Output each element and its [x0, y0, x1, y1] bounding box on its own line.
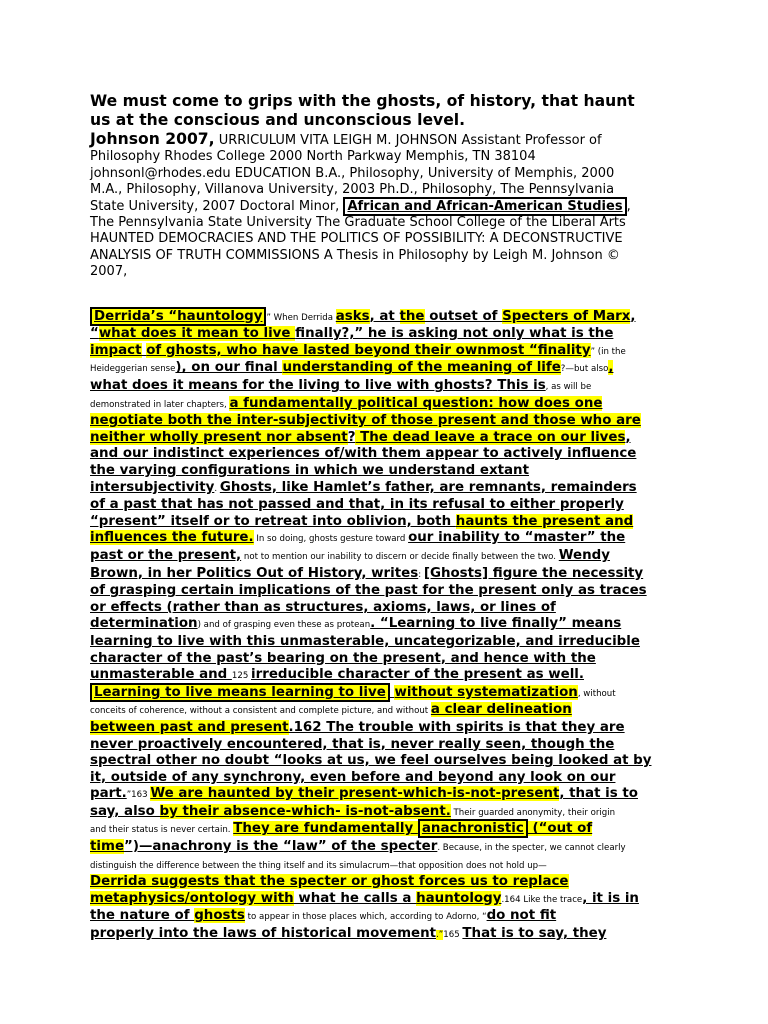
- highlighted-text: asks: [335, 308, 370, 324]
- underlined-text: spectral other no doubt “looks at us, we feel ourselves being looked at by: [90, 753, 652, 769]
- body-line: [90, 908, 690, 926]
- small-text: conceits of coherence, without a consistent and complete picture, and without: [90, 706, 431, 717]
- underlined-text: do not fit: [486, 908, 557, 924]
- highlighted-text: hauntology: [416, 890, 502, 906]
- body-line: [90, 891, 690, 909]
- body-line: [90, 446, 690, 463]
- highlighted-text: by their absence-which- is-not-absent.: [159, 803, 451, 819]
- highlighted-text: a clear delineation: [430, 702, 572, 718]
- small-text: demonstrated in later chapters,: [90, 399, 230, 410]
- cite-text: johnsonl@rhodes.edu EDUCATION B.A., Philosophy, University of Memphis, 2000: [90, 165, 615, 181]
- highlighted-text: Learning to live means learning to live: [90, 683, 390, 702]
- highlighted-text: The dead leave a trace on our lives: [355, 429, 626, 445]
- underlined-text: , it is in: [582, 890, 639, 906]
- body-line: [90, 770, 690, 787]
- underlined-text: the varying configurations in which we understand extant: [90, 463, 529, 478]
- underlined-text: what does it means for the living to live with ghosts?: [90, 378, 493, 394]
- underlined-text: .162 The trouble with spirits is that they are: [288, 719, 625, 735]
- body-line: [90, 634, 690, 651]
- highlighted-text: Derrida suggests that the specter or ghost forces us to replace: [90, 874, 569, 890]
- small-text: distinguish the difference between the thing itself and its simulacrum—that opposition does not hold up—: [90, 860, 547, 871]
- body-line: [90, 874, 690, 891]
- small-text: , without: [577, 688, 616, 699]
- body-line: [90, 651, 690, 668]
- highlighted-text: (“out of: [527, 821, 593, 837]
- underlined-text: intersubjectivity: [90, 479, 215, 495]
- highlighted-text: a fundamentally political question: how does one: [229, 395, 603, 411]
- highlighted-text: They are fundamentally: [233, 821, 418, 837]
- underlined-text: Wendy: [558, 547, 610, 563]
- underlined-text: . “Learning to live finally” means: [370, 616, 622, 632]
- underlined-text: irreducible character of the present as well.: [251, 667, 584, 683]
- body-line: [90, 583, 690, 600]
- body-line: [90, 396, 690, 414]
- highlighted-text: influences the future.: [90, 530, 254, 546]
- cite-text: HAUNTED DEMOCRACIES AND THE POLITICS OF POSSIBILITY: A DECONSTRUCTIVE: [90, 231, 623, 247]
- underlined-text: Brown, in her Politics Out of History, writes: [90, 565, 419, 581]
- underlined-text: , that is to: [559, 786, 638, 802]
- highlighted-text: We are haunted by their present-which-is-not-present: [150, 786, 560, 802]
- small-text: ” When Derrida: [266, 312, 336, 323]
- underlined-text: unmasterable and: [90, 667, 232, 683]
- highlighted-text: between past and present: [90, 719, 289, 735]
- underlined-text: ,: [625, 429, 631, 445]
- underlined-text: our inability to “master” the: [408, 530, 626, 546]
- small-text: not to mention our inability to discern or decide finally between the two.: [241, 551, 559, 562]
- small-text: to appear in those places which, according to Adorno, “: [244, 912, 487, 923]
- body-line: [90, 685, 690, 703]
- underlined-text: it, outside of any synchrony, even before and beyond any look on our: [90, 769, 616, 785]
- small-text: ”163: [126, 790, 151, 801]
- body-line: [90, 821, 690, 839]
- body-line: [90, 720, 690, 737]
- body-line: [90, 926, 690, 944]
- body-line: [90, 463, 690, 480]
- underlined-text: the nature of: [90, 908, 195, 924]
- cite-text: 2007,: [90, 264, 128, 280]
- body-line: [90, 857, 690, 875]
- body-line: [90, 360, 690, 378]
- body-line: [90, 786, 690, 804]
- highlighted-text: haunts the present and: [455, 513, 634, 529]
- underlined-text: of a past that has not passed and that, in its refusal to either properly: [90, 497, 624, 513]
- highlighted-text: without systematization: [394, 684, 578, 700]
- body-line: [90, 737, 690, 754]
- small-text: .”: [436, 930, 444, 941]
- underlined-text: “present” itself or to retreat into oblivion, both: [90, 513, 456, 529]
- underlined-text: This is: [497, 378, 546, 394]
- body-line: [90, 804, 690, 822]
- body-line: [90, 753, 690, 770]
- body-line: [90, 600, 690, 617]
- underlined-text: what he calls a: [293, 890, 417, 906]
- underlined-text: character of the past’s bearing on the present, and hence with the: [90, 650, 596, 666]
- body-line: [90, 566, 690, 584]
- card-body: [90, 309, 690, 944]
- cite-text: URRICULUM VITA LEIGH M. JOHNSON Assistant Professor of: [214, 133, 602, 148]
- small-text: .: [214, 483, 220, 494]
- underlined-text: ?: [347, 429, 356, 445]
- tag-line-1: We must come to grips with the ghosts, of history, that haunt: [90, 92, 635, 110]
- highlighted-text: time: [90, 839, 125, 855]
- body-line: [90, 702, 690, 720]
- underlined-text: and our indistinct experiences of/with them appear to actively influence: [90, 446, 637, 462]
- body-line: [90, 326, 690, 343]
- small-text: ” (in the: [590, 346, 626, 357]
- underlined-text: properly into the laws of historical movement: [90, 926, 437, 942]
- underlined-text: “: [90, 326, 99, 342]
- underlined-text: , on our final: [181, 360, 283, 376]
- highlighted-text: what does it mean to live: [98, 326, 296, 342]
- underlined-text: ): [175, 360, 182, 376]
- body-line: [90, 514, 690, 531]
- cite-text: The Pennsylvania State University The Graduate School College of the Liberal Arts: [90, 215, 626, 231]
- body-line: [90, 616, 690, 634]
- tag-line-2: us at the conscious and unconscious level.: [90, 111, 466, 129]
- highlighted-text: neither wholly present nor absent: [90, 429, 348, 445]
- cite-text: ANALYSIS OF TRUTH COMMISSIONS A Thesis in Philosophy by Leigh M. Johnson ©: [90, 247, 620, 263]
- underlined-text: ”)—anachrony is the “law” of the specter: [124, 839, 438, 855]
- small-text: . Because, in the specter, we cannot clearly: [437, 843, 626, 854]
- highlighted-text: understanding of the meaning of life: [282, 360, 561, 376]
- small-text: .164 Like the trace: [501, 894, 583, 905]
- small-text: Heideggerian sense: [90, 364, 176, 375]
- body-line: [90, 413, 690, 430]
- highlighted-text: impact: [90, 342, 142, 358]
- underlined-text: say, also: [90, 803, 160, 819]
- body-line: [90, 548, 690, 566]
- underlined-text: of grasping certain implications of the past for the present only as traces: [90, 583, 647, 599]
- highlighted-text: Specters of Marx: [502, 308, 631, 324]
- cite-text: M.A., Philosophy, Villanova University, 2003 Ph.D., Philosophy, The Pennsylvania: [90, 182, 615, 198]
- body-line: [90, 839, 690, 857]
- underlined-text: never proactively encountered, that is, never really seen, though the: [90, 736, 615, 752]
- underlined-text: finally?,” he is asking not only what is the: [295, 326, 614, 342]
- body-line: [90, 497, 690, 514]
- cite-text: ,: [626, 198, 631, 214]
- small-text: :: [418, 569, 424, 580]
- underlined-text: or effects (rather than as structures, axioms, laws, or lines of: [90, 599, 556, 615]
- small-text: 125: [231, 671, 252, 682]
- highlighted-text: anachronistic: [418, 819, 528, 838]
- highlighted-text: the: [399, 308, 425, 324]
- cite-text: State University, 2007 Doctoral Minor,: [90, 198, 344, 214]
- underlined-text: determination: [90, 616, 198, 632]
- small-text: ) and of grasping even these as protean: [197, 620, 371, 631]
- cite-boxed-minor: African and African-American Studies: [343, 197, 626, 216]
- highlighted-text: Derrida’s “hauntology: [90, 307, 266, 326]
- underlined-text: That is to say, they: [462, 926, 607, 942]
- small-text: 165: [443, 930, 463, 941]
- body-line: [90, 530, 690, 548]
- highlighted-text: ,: [608, 360, 614, 376]
- card-tag: [90, 92, 680, 130]
- body-line: [90, 378, 690, 396]
- underlined-text: past or the present,: [90, 547, 242, 563]
- highlighted-text: of ghosts, who have lasted beyond their ownmost “finality: [146, 342, 591, 358]
- highlighted-text: metaphysics/ontology with: [90, 890, 294, 906]
- small-text: , as will be: [545, 382, 592, 393]
- highlighted-text: negotiate both the inter-subjectivity of those present and those who are: [90, 413, 641, 429]
- underlined-text: outset of: [424, 308, 503, 324]
- underlined-text: Ghosts, like Hamlet’s father, are remnants, remainders: [219, 479, 637, 495]
- small-text: ?—but also: [560, 364, 609, 375]
- card-page: [90, 92, 680, 944]
- cite-text: Philosophy Rhodes College 2000 North Parkway Memphis, TN 38104: [90, 149, 536, 165]
- body-line: [90, 343, 690, 361]
- cite-author: Johnson 2007,: [90, 130, 215, 148]
- small-text: and their status is never certain.: [90, 825, 234, 836]
- underlined-text: learning to live with this unmasterable, uncategorizable, and irreducible: [90, 633, 640, 649]
- body-line: [90, 309, 690, 327]
- small-text: Their guarded anonymity, their origin: [450, 807, 616, 818]
- small-text: In so doing, ghosts gesture toward: [253, 534, 409, 545]
- highlighted-text: ghosts: [194, 908, 245, 924]
- card-citation: [90, 131, 680, 281]
- body-line: [90, 480, 690, 498]
- underlined-text: ,: [630, 308, 636, 324]
- body-line: [90, 430, 690, 447]
- underlined-text: , at: [369, 308, 400, 324]
- underlined-text: part.: [90, 786, 127, 802]
- underlined-text: [Ghosts] figure the necessity: [423, 565, 644, 581]
